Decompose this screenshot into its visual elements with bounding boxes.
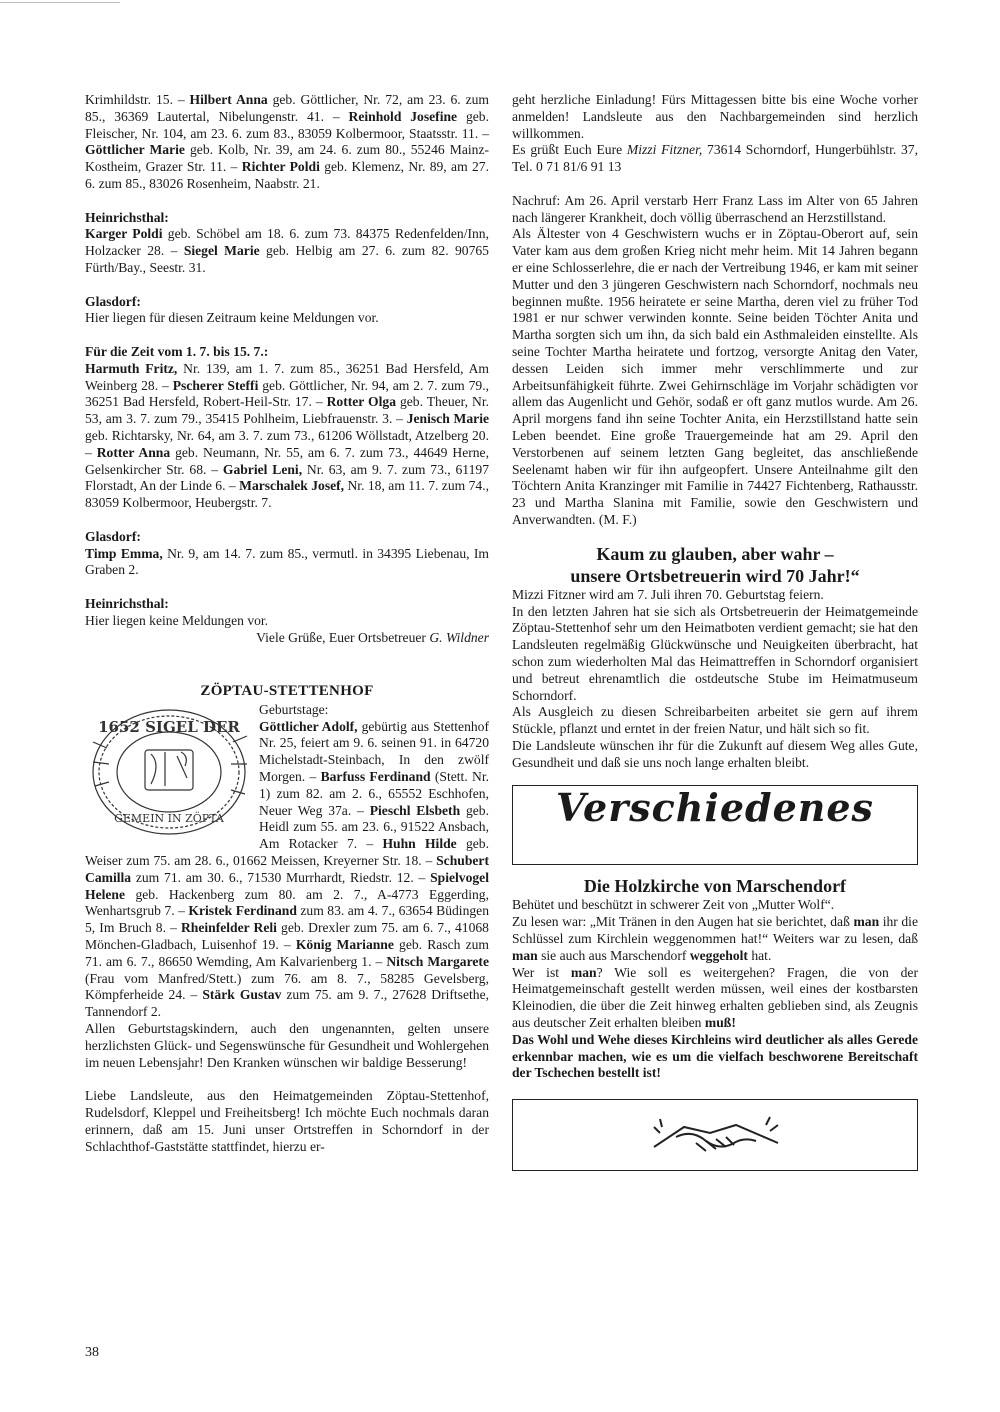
village-seal-image bbox=[85, 702, 253, 842]
obituary-intro: Nachruf: Am 26. April verstarb Herr Franz Lass im Alter von 65 Jahren nach längerer Krankheit, doch völlig überraschend an Herzstillstand. bbox=[512, 192, 918, 225]
banner-text: Verschiedenes bbox=[556, 785, 874, 831]
bold-name: Pscherer Steffi bbox=[172, 377, 259, 393]
paragraph: Mizzi Fitzner wird am 7. Juli ihren 70. Geburtstag feiern. bbox=[512, 586, 824, 602]
paragraph: Hier liegen für diesen Zeitraum keine Meldungen vor. bbox=[85, 310, 379, 326]
bold-name: Stärk Gustav bbox=[202, 987, 282, 1003]
page-number: 38 bbox=[85, 1345, 99, 1360]
headline-holzkirche: Die Holzkirche von Marschendorf bbox=[583, 876, 847, 897]
paragraph: Karger Poldi geb. Schöbel am 18. 6. zum 73. 84375 Redenfelden/Inn, Holzacker 28. – Siegel Marie geb. Helbig am 27. 6. zum 82. 90765 Fürth/Bay., Seestr. 31. bbox=[85, 226, 489, 275]
paragraph-label: Geburtstage: bbox=[259, 701, 329, 717]
signature-name: G. Wildner bbox=[429, 629, 489, 645]
bold-name: man bbox=[512, 947, 538, 963]
scan-edge-line bbox=[0, 2, 120, 3]
bold-name: Siegel Marie bbox=[183, 243, 260, 259]
bold-name: Gabriel Leni, bbox=[222, 461, 303, 477]
paragraph: geht herzliche Einladung! Fürs Mittagessen bitte bis eine Woche vorher anmelden! Landsleute aus den Nachbargemeinden sind herzlich willkommen. bbox=[512, 92, 918, 141]
greeting-address: 73614 Schorndorf, Hungerbühlstr. 37, Tel. 0 71 81/6 91 13 bbox=[512, 142, 918, 175]
paragraph: Harmuth Fritz, Nr. 139, am 1. 7. zum 85., 36251 Bad Hersfeld, Am Weinberg 28. – Pscherer Steffi geb. Göttlicher, Nr. 94, am 2. 7. zum 79., 36251 Bad Hersfeld, Robert-Heil-Str. 17. – Rotter Olga geb. Theuer, Nr. 53, am 3. 7. zum 79., 35415 Pohlheim, Liebfrauenstr. 3. – Jenisch Marie geb. Richtarsky, Nr. 64, am 3. 7. zum 73., 61206 Wöllstadt, Atzelberg 20. – Rotter Anna geb. Neumann, Nr. 55, am 6. 7. zum 73., 44649 Herne, Gelsenkircher Str. 68. – Gabriel Leni, Nr. 63, am 9. 7. zum 73., 61197 Florstadt, An der Linde 6. – Marschalek Josef, Nr. 18, am 11. 7. zum 74., 83059 Kolbermoor, Heubergstr. 7. bbox=[85, 360, 490, 511]
obituary-text: Als Ältester von 4 Geschwistern wuchs er in Zöptau-Oberort auf, sein Vater kam aus dem großen Krieg nicht mehr heim. Mit 14 Jahren begann er eine Schlosserlehre, die er nach der Vertreibung 1946, er kam mit seiner Mutter und den 3 jüngeren Geschwistern nach Schorndorf, nochmals neu beginnen mußte. 1956 heiratete er seine Martha, deren viel zu früher Tod 1981 er nur schwer verwinden konnte. Seine beiden Töchter Anita und Martha sorgten sich um ihn, da sich bald ein Asthmaleiden einstellte. Als seine Tochter Martha heiratete und fortzog, versorgte Anitag den Vater, dessen Leiden sich immer mehr verschlimmerte und zur Arbeitsunfähigkeit führte. Zwei Gehirnschläge im Vorjahr schädigten vor allem das Augenlicht und Gehör, sodaß er oft ganz mutlos wurde. Am 26. April morgens fand ihn seine Tochter Anita, ein Herzstillstand hatte sein Leben beendet. Eine große Trauergemeinde hat am 29. April den Verstorbenen auf seinem letzten Gang begleitet, das anschließende Seelenamt haben wir für ihn aufgeopfert. Unsere Anteilnahme gilt den Töchtern Anita Kranzinger mit Familie in 74427 Fichtenberg, Rathausstr. 23 und Martha Slanina mit Familie, sowie den Geschwistern und Anverwandten. (M. F.) bbox=[512, 226, 918, 527]
bold-name: Harmuth Fritz, bbox=[85, 360, 178, 376]
paragraph: Liebe Landsleute, aus den Heimatgemeinden Zöptau-Stettenhof, Rudelsdorf, Kleppel und Freiheitsberg! Ich möchte Euch nochmals daran erinnern, daß am 15. Juni unser Ortstreffen in Schorndorf in der Schlachthof-Gaststätte stattfindet, hierzu er- bbox=[85, 1088, 489, 1154]
bold-name: Kristek Ferdinand bbox=[188, 903, 297, 919]
paragraph: In den letzten Jahren hat sie sich als Ortsbetreuerin der Heimatgemeinde Zöptau-Stettenhof sehr um den Heimatboten verdient gemacht; sie hat den Landsleuten regelmäßig Glückwünsche und Neuigkeiten überbracht, hat schon zum wiederholten Mal das Heimattreffen in Schorndorf organisiert und betreut ehrenamtlich die ostdeutsche Stube im Heimatmuseum Schorndorf. bbox=[512, 603, 918, 703]
bold-name: Timp Emma, bbox=[85, 545, 163, 561]
subheading-heinrichsthal: Heinrichsthal: bbox=[85, 209, 169, 225]
bold-name: Schubert Camilla bbox=[85, 853, 489, 885]
bold-name: Göttlicher Marie bbox=[85, 142, 185, 158]
paragraph: Allen Geburtstagskindern, auch den ungenannten, gelten unsere herzlichsten Glück- und Segenswünsche für Gesundheit und Wohlergehen im neuen Lebensjahr! Den Kranken wünschen wir baldige Besserung! bbox=[85, 1021, 489, 1070]
bold-name: Rotter Olga bbox=[326, 394, 397, 410]
bold-conclusion: Das Wohl und Wehe dieses Kirchleins wird deutlicher als alles Gerede erkennbar machen, wie es um die vielfach beschworene Bereitschaft der Tschechen bestellt ist! bbox=[512, 1031, 918, 1081]
bold-name: Pieschl Elsbeth bbox=[369, 802, 461, 818]
signature-line bbox=[85, 630, 489, 647]
bold-name: Jenisch Marie bbox=[406, 411, 490, 427]
paragraph: Hier liegen keine Meldungen vor. bbox=[85, 612, 269, 628]
subheading-heinrichsthal-2: Heinrichsthal: bbox=[85, 595, 169, 611]
bold-name: Marschalek Josef, bbox=[239, 478, 345, 494]
greeting-line bbox=[512, 142, 918, 176]
bold-name: Rheinfelder Reli bbox=[180, 920, 277, 936]
paragraph: Wer ist man? Wie soll es weitergehen? Fragen, die von der Heimatgemeinschaft gestellt werden müssen, weil eines der kostbarsten Kleinodien, die über die Zeit hinweg erhalten geblieben sind, als Zeugnis aus deutscher Zeit erhalten bleiben muß! bbox=[512, 964, 918, 1031]
bold-name: König Marianne bbox=[295, 937, 394, 953]
bold-name: muß! bbox=[704, 1015, 736, 1031]
subheading-glasdorf-2: Glasdorf: bbox=[85, 528, 141, 544]
paragraph: Die Landsleute wünschen ihr für die Zukunft auf diesem Weg alles Gute, Gesundheit und daß sie uns noch lange erhalten bleibt. bbox=[512, 737, 918, 770]
bold-name: Huhn Hilde bbox=[382, 836, 457, 852]
handshake-box bbox=[512, 1099, 918, 1171]
bold-name: weggeholt bbox=[689, 947, 748, 963]
birthday-paragraph: Göttlicher Adolf, gebürtig aus Stettenhof Nr. 25, feiert am 9. 6. seinen 91. in 64720 Michelstadt-Steinbach, In den zwölf Morgen. – Barfuss Ferdinand (Stett. Nr. 1) zum 82. am 2. 6., 65552 Eschhofen, Neuer Weg 37a. – Pieschl Elsbeth geb. Heidl zum 55. am 23. 6., 91522 Ansbach, Am Rotacker 7. – Huhn Hilde geb. Weiser zum 75. am 28. 6., 01662 Meissen, Kreyerner Str. 18. – Schubert Camilla zum 71. am 30. 6., 71530 Murrhardt, Riedstr. 12. – Spielvogel Helene geb. Hackenberg zum 80. am 2. 7., A-4773 Eggerding, Wenhartsgrub 7. – Kristek Ferdinand zum 83. am 4. 7., 63654 Büdingen 5, Im Bruch 8. – Rheinfelder Reli geb. Drexler zum 75. am 6. 7., 41068 Mönchen-Gladbach, Luisenhof 19. – König Marianne geb. Rasch zum 71. am 6. 7., 86650 Wemding, Am Kalvarienberg 1. – Nitsch Margarete (Frau vom Manfred/Stett.) zum 76. am 8. 7., 58285 Gevelsberg, Kömpferheide 24. – Stärk Gustav zum 75. am 9. 7., 27628 Driftsethe, Tannendorf 2. bbox=[85, 718, 490, 1020]
signature-text: Viele Grüße, Euer Ortsbetreuer bbox=[256, 629, 430, 645]
bold-name: Reinhold Josefine bbox=[348, 108, 458, 124]
greeting-text: Es grüßt Euch Eure bbox=[512, 142, 627, 158]
verschiedenes-banner bbox=[512, 785, 918, 865]
bold-name: Karger Poldi bbox=[85, 226, 163, 242]
paragraph: Behütet und beschützt in schwerer Zeit von „Mutter Wolf“. bbox=[512, 897, 835, 913]
bold-name: man bbox=[853, 914, 880, 930]
left-column bbox=[85, 92, 489, 1155]
bold-name: Richter Poldi bbox=[241, 159, 320, 175]
bold-name: Spielvogel Helene bbox=[85, 869, 489, 902]
subheading-glasdorf: Glasdorf: bbox=[85, 293, 141, 309]
bold-name: man bbox=[570, 964, 597, 980]
handshake-icon bbox=[646, 1107, 786, 1163]
bold-name: Göttlicher Adolf, bbox=[259, 718, 358, 734]
headline-birthday-2: unsere Ortsbetreuerin wird 70 Jahr!“ bbox=[570, 565, 860, 586]
greeting-name: Mizzi Fitzner, bbox=[626, 142, 703, 158]
bold-name: Hilbert Anna bbox=[189, 92, 268, 107]
seal-text-bottom: GEMEIN IN ZÖPTA bbox=[114, 811, 224, 825]
paragraph: Timp Emma, Nr. 9, am 14. 7. zum 85., vermutl. in 34395 Liebenau, Im Graben 2. bbox=[85, 545, 489, 578]
paragraph: Als Ausgleich zu diesen Schreibarbeiten arbeitet sie gern auf ihrem Stückle, pflanzt und erntet in der freien Natur, und hält sich so fit. bbox=[512, 704, 918, 737]
seal-text-top: 1652 SIGEL DER bbox=[98, 717, 240, 736]
subheading-period: Für die Zeit vom 1. 7. bis 15. 7.: bbox=[85, 343, 269, 359]
headline-birthday-1: Kaum zu glauben, aber wahr – bbox=[596, 543, 834, 564]
bold-name: Nitsch Margarete bbox=[386, 953, 489, 969]
paragraph: Krimhildstr. 15. – Hilbert Anna geb. Göttlicher, Nr. 72, am 23. 6. zum 85., 36369 Lautertal, Nibelungenstr. 41. – Reinhold Josefine geb. Fleischer, Nr. 104, am 23. 6. zum 83., 83059 Kolbermoor, Staatsstr. 11. – Göttlicher Marie geb. Kolb, Nr. 39, am 24. 6. zum 80., 55246 Mainz-Kostheim, Grazer Str. 11. – Richter Poldi geb. Klemenz, Nr. 89, am 27. 6. zum 85., 83026 Rosenheim, Naabstr. 21. bbox=[85, 92, 490, 191]
paragraph: Zu lesen war: „Mit Tränen in den Augen hat sie berichtet, daß man ihr die Schlüssel zum Kirchlein weggenommen hat!“ Weiters war zu lesen, daß man sie auch aus Marschendorf weggeholt hat. bbox=[512, 914, 918, 963]
right-column bbox=[512, 92, 918, 1171]
section-title: ZÖPTAU-STETTENHOF bbox=[200, 683, 374, 700]
bold-name: Barfuss Ferdinand bbox=[320, 769, 431, 785]
bold-name: Rotter Anna bbox=[96, 444, 171, 460]
